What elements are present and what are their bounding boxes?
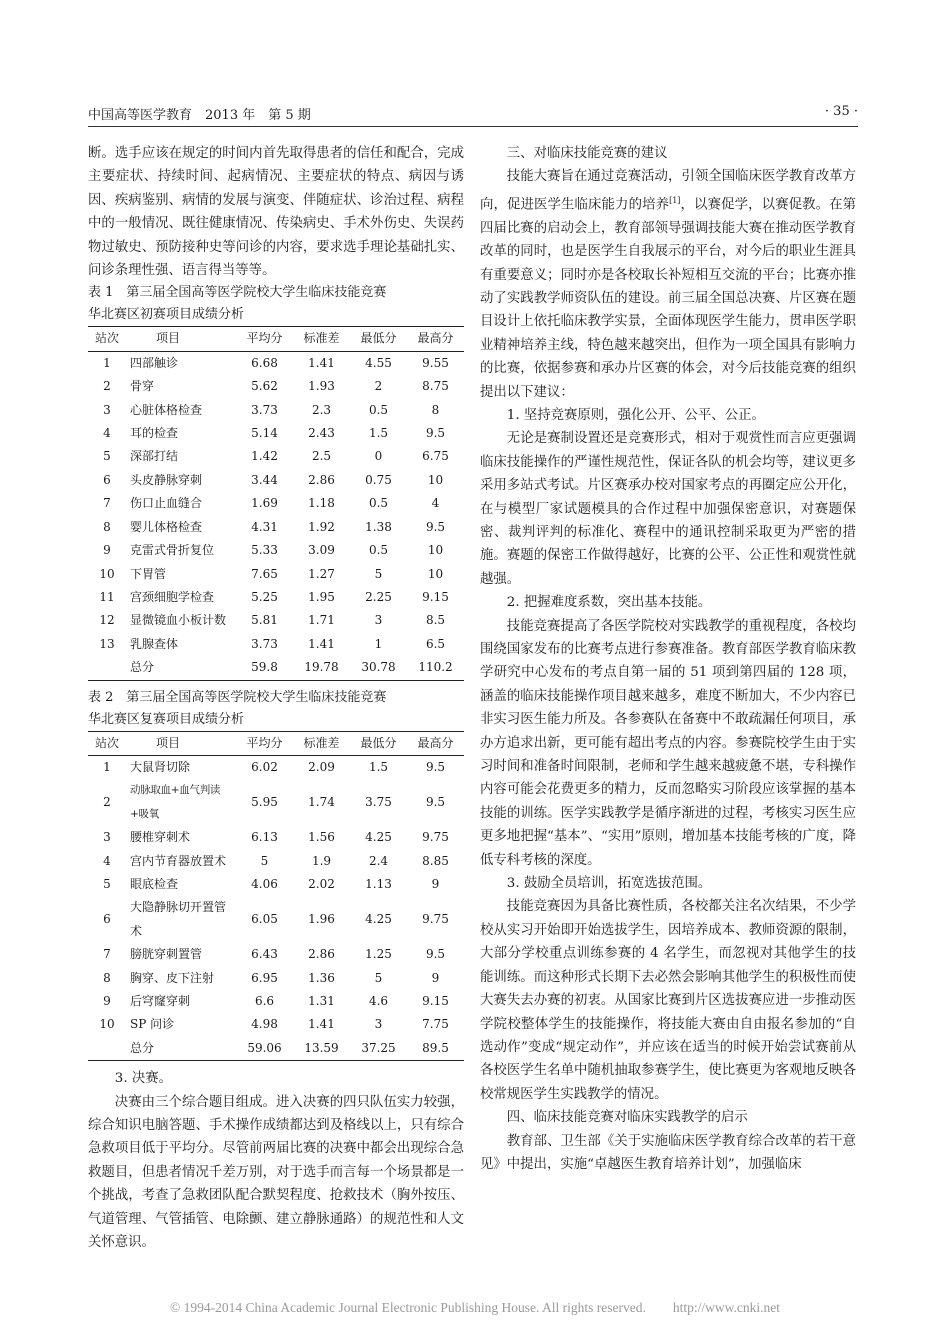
table-row [88,563,464,586]
table-cell: 眼底检查 [130,876,179,891]
table-header-cell: 最低分 [350,327,407,351]
table-cell: 9 [431,970,440,985]
table-cell: 宫颈细胞学检查 [130,589,215,604]
table-cell: 13.59 [293,1037,350,1061]
table-cell: 2.25 [365,589,392,604]
table-cell: 4.98 [251,1017,278,1032]
table-cell: 乳腺查体 [130,636,179,651]
table-cell: 4.6 [368,994,389,1008]
table-cell: 8.5 [425,613,446,628]
right-column [480,142,856,1176]
table-cell: 30.78 [350,656,407,680]
table-cell: 伤口止血缝合 [130,496,203,511]
table-cell: 110.2 [407,656,464,680]
table-cell: 0.5 [368,496,389,511]
table-cell: 心脏体格检查 [130,402,203,417]
table-cell: 12 [99,613,115,628]
table-cell: 9.5 [425,759,446,774]
table-cell: 9.75 [422,830,449,845]
table-row [88,351,464,375]
table-cell: 5.81 [251,613,278,628]
table-header-cell: 站次 [88,731,126,755]
table-cell: 6.75 [422,449,449,464]
table-cell: SP 问诊 [130,1017,175,1032]
table-cell: 6.5 [425,636,446,651]
table-cell: 大隐静脉切开置管术 [130,900,227,938]
section4-paragraph: 教育部、卫生部《关于实施临床医学教育综合改革的若干意见》中提出，实施“卓越医生教育培养计划”，加强临床 [480,1133,856,1172]
table-cell: 3 [374,613,383,628]
table2-caption-line2: 华北赛区复赛项目成绩分析 [88,711,245,727]
table-cell: 2.86 [308,472,335,487]
table-cell: 6 [103,912,111,927]
table-cell: 4.25 [365,830,392,845]
table-header-cell: 最高分 [407,327,464,351]
table-cell: 19.78 [293,656,350,680]
table-cell: 6.68 [251,355,278,370]
table-cell: 59.8 [236,656,293,680]
table-cell: 10 [99,1017,115,1032]
table-cell: 6.43 [251,947,278,962]
table-cell: 2.43 [308,426,335,441]
table-cell: 下胃管 [130,566,167,581]
copyright-footer: © 1994-2014 China Academic Journal Electronic Publishing House. All rights reserved. http://www.cnki.net [169,1300,781,1315]
table-cell: 8.75 [422,379,449,394]
table-cell: 9.55 [422,355,449,370]
table-cell: 6.13 [251,830,278,845]
section4-title: 四、临床技能竞赛对临床实践教学的启示 [506,1110,748,1126]
table-cell: 1.25 [365,947,392,962]
table-cell: 3.09 [308,543,335,558]
table-cell: 骨穿 [130,379,155,394]
table-cell: 2.4 [368,853,389,868]
table-cell: 1.74 [308,795,335,810]
table-cell: 耳的检查 [130,426,179,441]
table-cell: 1.41 [308,355,335,370]
table-cell: 3 [103,402,111,417]
table-cell: 6.95 [251,970,278,985]
table-cell: 59.06 [236,1037,293,1061]
table-row [88,826,464,849]
section3-text-a: 技能大赛旨在通过竞赛活动，引领全国临床医学教育改革方向，促进医学生临床能力的培养 [480,169,856,213]
table-cell: 1.96 [308,912,335,927]
table-cell: 4.25 [365,912,392,927]
citation-ref: [1] [669,195,681,205]
table-cell: 6.6 [254,994,275,1008]
table-cell: 8 [103,970,111,985]
section3-text-b: ，以赛促学，以赛促教。在第四届比赛的启动会上，教育部领导强调技能大赛在推动医学教育改革的同时，也是医学生自我展示的平台，对今后的职业生涯具有重要意义；同时亦是各校取长补短相互交流的平台；比赛亦推动了实践教学师资队伍的建设。前三届全国总决赛、片区赛在题目设计上依托临床教学实景，全面体现医学生能力，贯串医学职业精神培养主线，特色越来越突出，但作为一项全国具有影响力的比赛，依据参赛和承办片区赛的体会，对今后技能竞赛的组织提出以下建议： [480,197,857,400]
table-cell: 2.86 [308,947,335,962]
table-cell: 胸穿、皮下注射 [130,970,215,985]
table-cell: 5 [260,853,269,868]
table-cell: 2 [103,795,111,810]
table-cell: 5.25 [251,589,278,604]
table-cell: 9 [103,994,111,1008]
table-cell: 4.31 [251,519,278,534]
table-cell: 1.42 [251,449,278,464]
table-cell: 8 [431,402,440,417]
table-cell: 6 [103,472,111,487]
table-cell: 动脉取血+血气判读+吸氧 [130,784,221,820]
table-cell: 9.5 [425,426,446,441]
table-cell: 8 [103,519,111,534]
table-row [88,539,464,562]
table-cell: 1 [103,355,111,370]
table-cell [88,656,126,680]
table-cell: 3 [103,830,111,845]
table-cell: 5 [374,566,383,581]
section3-paragraph [480,165,856,404]
table-header-cell: 标准差 [293,327,350,351]
table-cell: 10 [99,566,115,581]
table-cell: 7 [103,947,111,962]
table-cell: 3.75 [365,795,392,810]
table-cell: 5.14 [251,426,278,441]
table-cell: 9.15 [422,589,449,604]
table-cell: 0 [374,449,383,464]
table-cell: 婴儿体格检查 [130,519,203,534]
table-cell: 头皮静脉穿刺 [130,472,203,487]
table-cell: 2 [103,379,111,394]
table-row [88,445,464,468]
table-header-cell: 最高分 [407,731,464,755]
item2-paragraph: 技能竞赛提高了各医学院校对实践教学的重视程度，各校均围绕国家发布的比赛考点进行参赛准备。教育部医学教育临床教学研究中心发布的考点自第一届的 51 项到第四届的 128 项，涵盖的临床技能操作项目越来越多，难度不断加大，不少内容已非实习医生能力所及。各参赛队在备赛中不敢疏漏任何项目，承办方追求出新，更可能有超出考点的内容。参赛院校学生由于实习时间和准备时间限制，老师和学生越来越疲惫不堪，专科操作内容可能会花费更多的精力，反而忽略实习阶段应该掌握的基本技能的训练。医学实践教学是循序渐进的过程，考核实习医生应更多地把握“基本”、“实用”原则，增加基本技能考核的广度，降低专科考核的深度。 [480,618,856,868]
table-row [88,469,464,492]
item1-title: 1. 坚持竞赛原则，强化公开、公平、公正。 [506,407,765,423]
table-row [88,399,464,422]
table-cell: 11 [99,589,115,604]
table-header-cell: 标准差 [293,731,350,755]
table-cell: 1.93 [308,379,335,394]
table-cell: 1.56 [308,830,335,845]
journal-title: 中国高等医学教育 2013 年 第 5 期 [88,108,311,123]
table-cell: 0.5 [368,543,389,558]
table-cell: 膀胱穿刺置管 [130,947,203,962]
table-cell: 1 [374,636,383,651]
table-cell: 1.71 [308,613,335,628]
page-number: · 35 · [824,104,858,119]
table-cell: 9.75 [422,912,449,927]
table-cell: 9.15 [422,994,449,1008]
table-cell: 13 [99,636,115,651]
table-row [88,609,464,632]
table-cell: 10 [427,543,444,558]
table-cell: 8.85 [422,853,449,868]
table-cell: 1.31 [308,994,335,1008]
item1-paragraph: 无论是赛制设置还是竞赛形式，相对于观赏性而言应更强调临床技能操作的严谨性规范性，保证各队的机会均等，建议更多采用多站式考试。片区赛承办校对国家考点的再圈定应公开化，在与模型厂家试题模具的合作过程中加强保密意识，对赛题保密、裁判评判的标准化、赛程中的通讯控制采取更为严密的措施。赛题的保密工作做得越好，比赛的公平、公正性和观赏性就越强。 [480,431,856,587]
table-cell: 7.65 [251,566,278,581]
table-cell: 4.06 [251,876,278,891]
item3-paragraph: 技能竞赛因为具备比赛性质，各校都关注名次结果，不少学校从实习开始即开始选拔学生，因培养成本、教师资源的限制，大部分学校重点训练参赛的 4 名学生，而忽视对其他学生的技能训练。而这种形式长期下去必然会影响其他学生的积极性而使大赛失去办赛的初衷。从国家比赛到片区选拔赛应进一步推动医学院校整体学生的技能操作，将技能大赛由自由报名参加的“自选动作”变成“规定动作”，并应该在适当的时候开始尝试赛前从各校医学生名单中随机抽取参赛学生，使比赛更为客观地反映各校常规医学生实践教学的情况。 [480,899,856,1102]
table-cell: 4 [103,853,111,868]
table-cell: 总分 [126,656,236,680]
table-cell: 0.5 [368,402,389,417]
table-cell: 1.38 [365,519,392,534]
table-cell: 9 [431,876,440,891]
table-row [88,516,464,539]
table-cell: 5 [103,876,111,891]
final-heading: 3. 决赛。 [114,1071,173,1087]
table-cell: 1.9 [311,853,332,868]
table-row [88,873,464,896]
running-header [88,104,858,126]
table-header-cell: 平均分 [236,731,293,755]
table-cell: 2.02 [308,876,335,891]
table-cell: 大鼠肾切除 [130,759,191,774]
table-cell: 5.62 [251,379,278,394]
table-row [88,375,464,398]
table-cell: 1.27 [308,566,335,581]
table-cell: 1.5 [368,759,389,774]
table-cell: 7.75 [422,1017,449,1032]
table-cell: 1.5 [368,426,389,441]
table-cell: 10 [427,472,444,487]
table-row [88,755,464,779]
table-cell: 5.33 [251,543,278,558]
table-header-cell: 站次 [88,327,126,351]
table-cell: 89.5 [407,1037,464,1061]
left-column [88,142,464,1254]
table-cell: 深部打结 [130,449,179,464]
table-row [88,967,464,990]
table-cell: 5 [103,449,111,464]
item3-title: 3. 鼓励全员培训，拓宽选拔范围。 [506,876,712,892]
table-cell: 4 [431,496,440,511]
table-cell: 6.05 [251,912,278,927]
table-header-cell: 平均分 [236,327,293,351]
table-cell: 3.73 [251,402,278,417]
table-row [88,633,464,656]
table-cell: 1.36 [308,970,335,985]
table-cell: 4.55 [365,355,392,370]
table-cell: 6.02 [251,759,278,774]
table-row [88,943,464,966]
table-cell: 2.3 [311,402,332,417]
table-cell: 总分 [126,1037,236,1061]
table-row [88,656,464,680]
table-cell: 2 [374,379,383,394]
table-row [88,1037,464,1061]
item2-title: 2. 把握难度系数，突出基本技能。 [506,595,712,611]
table-cell: 1.41 [308,1017,335,1032]
table-cell: 1.13 [365,876,392,891]
table-header-cell: 项目 [126,327,236,351]
table-cell: 0.75 [365,472,392,487]
table-row [88,779,464,826]
table1-caption-line2: 华北赛区初赛项目成绩分析 [88,307,245,323]
table-cell: 9.5 [425,519,446,534]
table1-caption-line1: 表 1 第三届全国高等医学院校大学生临床技能竞赛 [88,285,387,301]
table-cell: 3.73 [251,636,278,651]
table-cell: 3.44 [251,472,278,487]
table-row [88,850,464,873]
paragraph: 断。选手应该在规定的时间内首先取得患者的信任和配合，完成主要症状、持续时间、起病情况、主要症状的特点、病因与诱因、疾病鉴别、病情的发展与演变、伴随症状、诊治过程、病程中的一般情况、既往健康情况、传染病史、手术外伤史、失误药物过敏史、预防接种史等问诊的内容，要求选手理论基础扎实、问诊条理性强、语言得当等等。 [88,146,464,279]
table-cell: 10 [427,566,444,581]
table1 [88,326,464,680]
table-cell: 1.18 [308,496,335,511]
table-cell: 4 [103,426,111,441]
table-cell: 9 [103,543,111,558]
table-cell: 后穹窿穿刺 [130,994,191,1008]
section3-title: 三、对临床技能竞赛的建议 [506,146,668,161]
table-cell: 宫内节育器放置术 [130,853,227,868]
final-paragraph: 决赛由三个综合题目组成。进入决赛的四只队伍实力较强，综合知识电脑答题、手术操作成绩都达到及格线以上，只有综合急救项目低于平均分。尽管前两届比赛的决赛中都会出现综合急救题目，但患者情况千差万别，对于选手而言每一个场景都是一个挑战，考查了急救团队配合默契程度、抢救技术（胸外按压、气道管理、气管插管、电除颤、建立静脉通路）的规范性和人文关怀意识。 [88,1094,464,1251]
table-cell: 1.69 [251,496,278,511]
header-rule [88,126,858,127]
table-cell: 2.5 [311,449,332,464]
table-cell: 5.95 [251,795,278,810]
table-row [88,896,464,943]
table-cell: 2.09 [308,759,335,774]
table-cell: 1.95 [308,589,335,604]
table-row [88,990,464,1013]
table-cell: 克雷式骨折复位 [130,543,215,558]
table-cell: 1.41 [308,636,335,651]
table-cell: 7 [103,496,111,511]
table-row [88,1013,464,1036]
table2 [88,731,464,1062]
table-row [88,492,464,515]
table-cell [88,1037,126,1061]
table-cell: 1.92 [308,519,335,534]
table-row [88,586,464,609]
table-header-cell: 最低分 [350,731,407,755]
table-row [88,422,464,445]
table2-caption-line1: 表 2 第三届全国高等医学院校大学生临床技能竞赛 [88,689,387,705]
table-cell: 1 [103,759,111,774]
table-cell: 9.5 [425,795,446,810]
table-cell: 腰椎穿刺术 [130,830,191,845]
table-header-cell: 项目 [126,731,236,755]
table-cell: 四部触诊 [130,355,179,370]
table-cell: 显微镜血小板计数 [130,613,227,628]
table-cell: 37.25 [350,1037,407,1061]
table-cell: 9.5 [425,947,446,962]
table-cell: 5 [374,970,383,985]
table-cell: 3 [374,1017,383,1032]
